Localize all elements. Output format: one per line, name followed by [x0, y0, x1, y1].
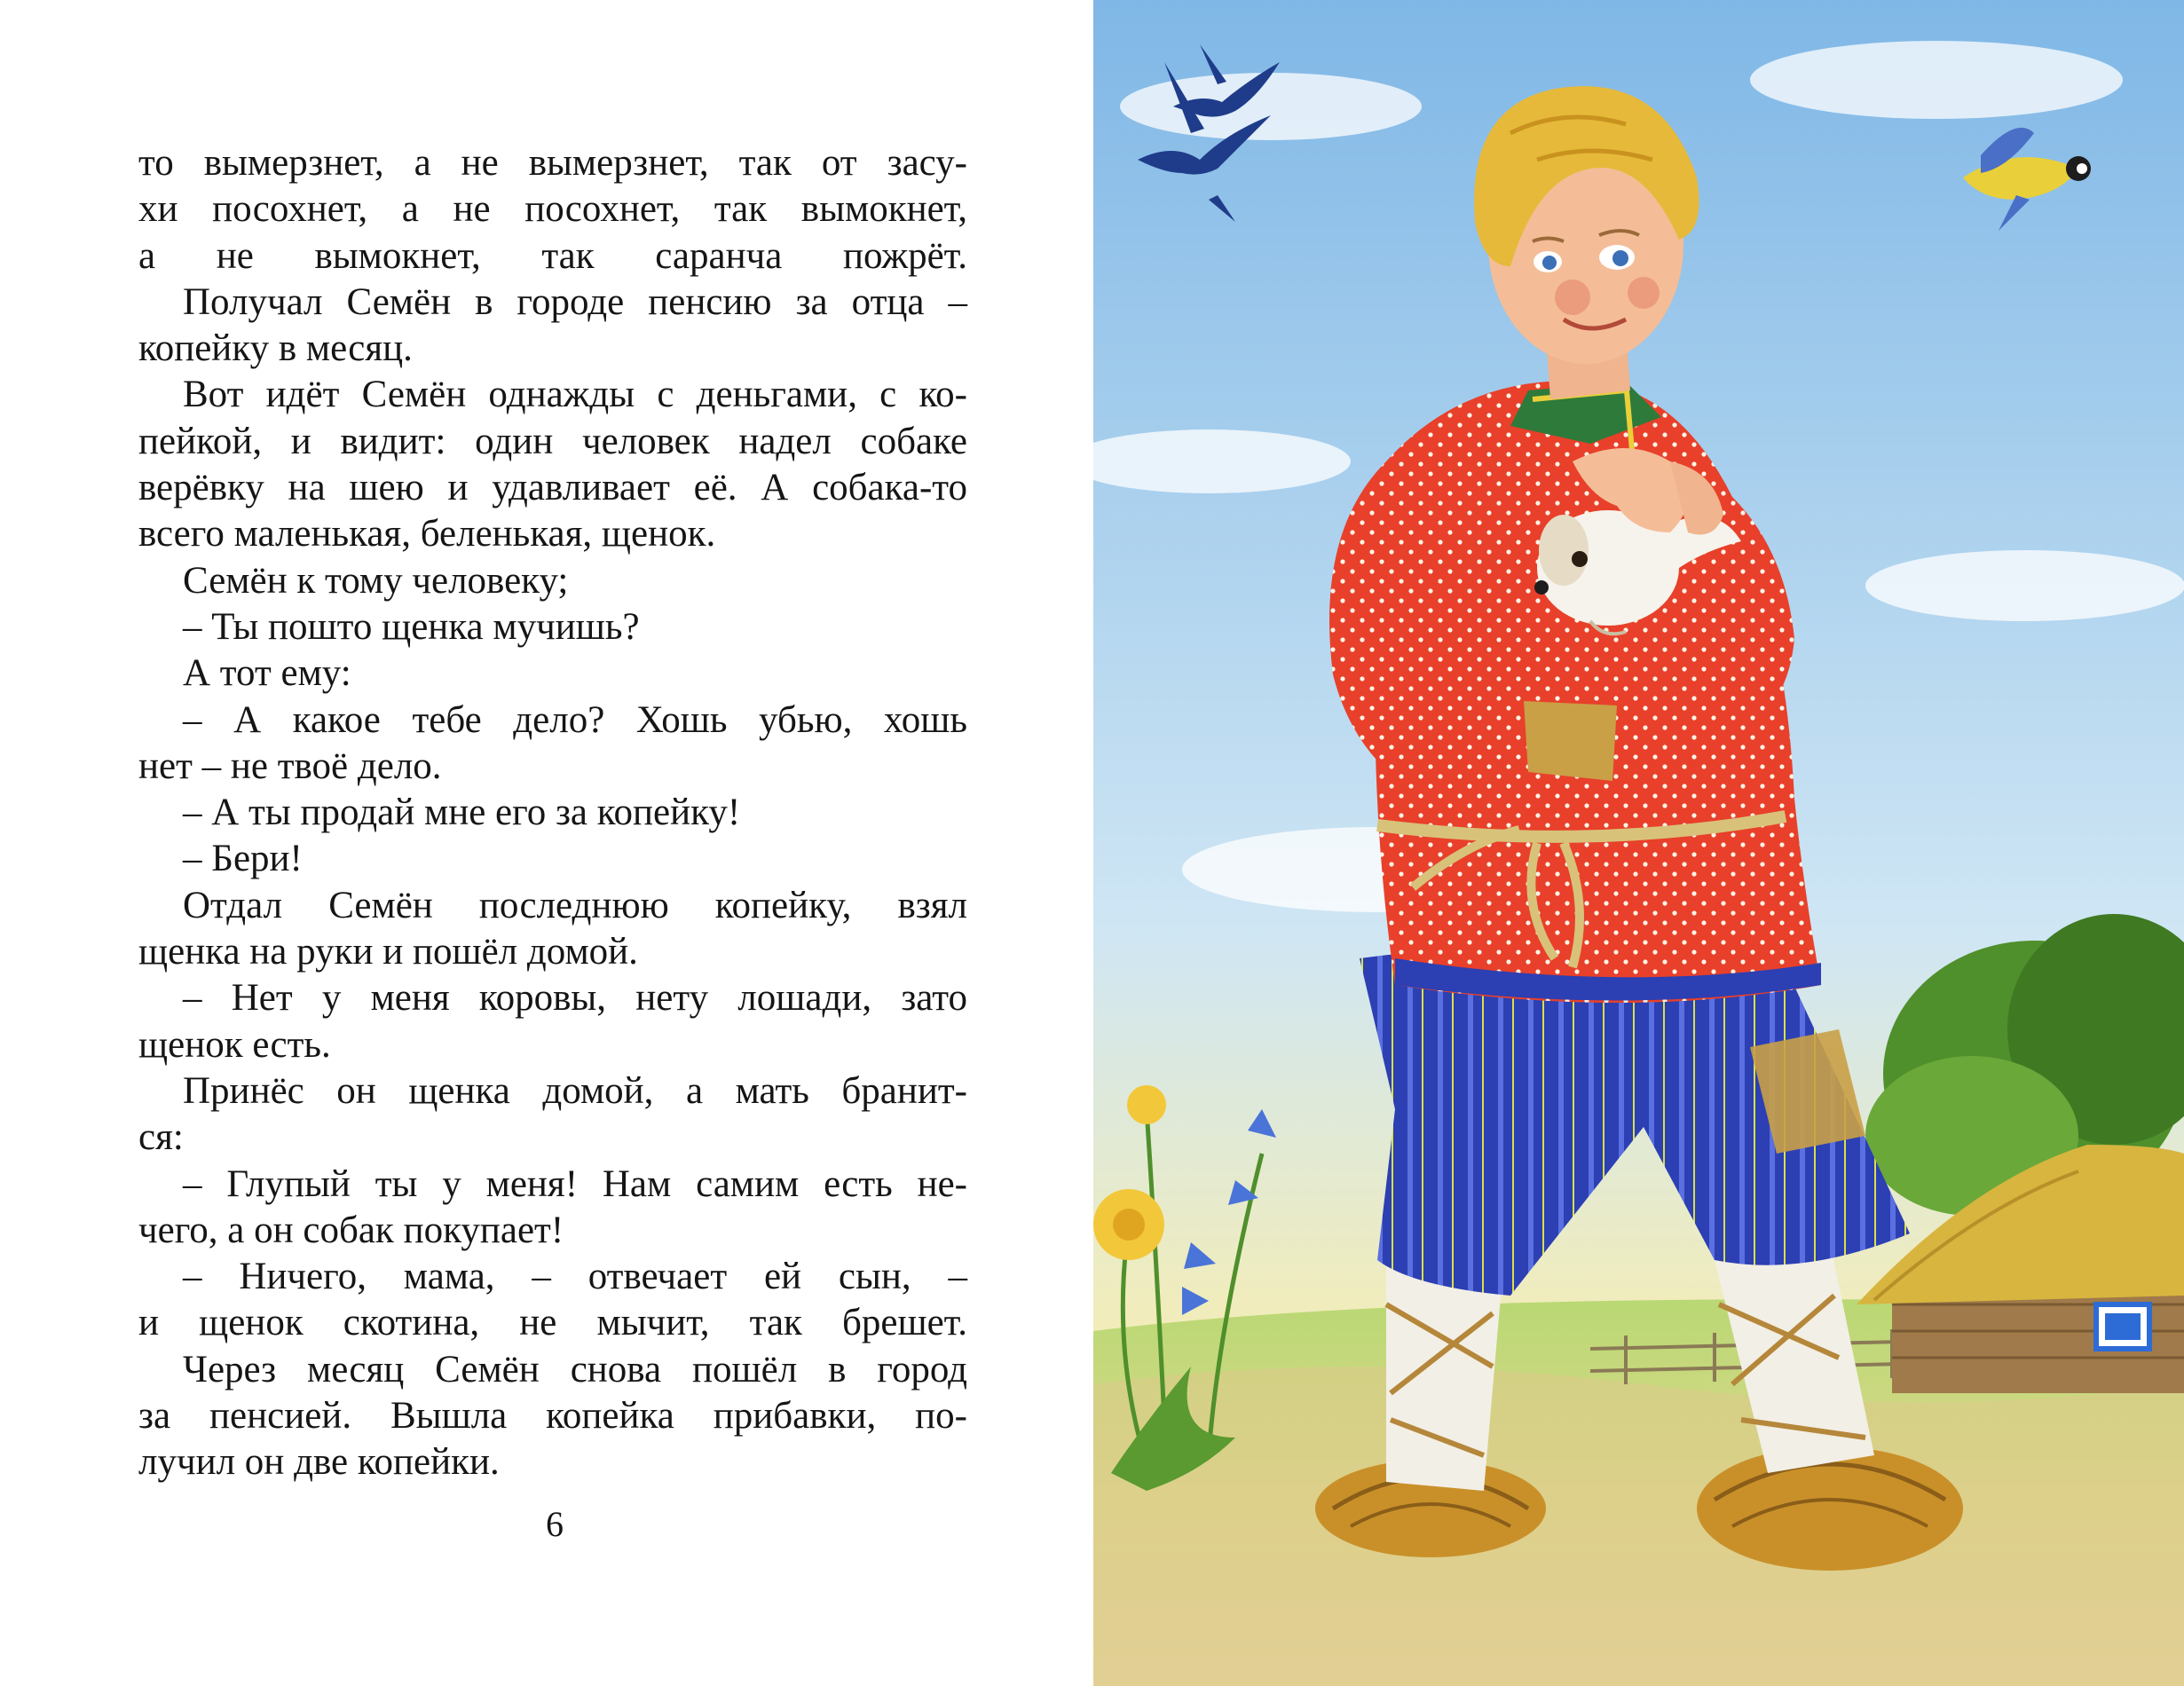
text-line: Через месяц Семён снова пошёл в город	[183, 1348, 967, 1391]
text-line: щенок есть.	[138, 1023, 331, 1066]
text-line: – А какое тебе дело? Хошь убью, хошь	[183, 698, 967, 741]
text-line: нет – не твоё дело.	[138, 745, 442, 787]
text-line: лучил он две копейки.	[138, 1441, 500, 1484]
text-line: Вот идёт Семён однажды с деньгами, с ко-	[183, 374, 967, 416]
text-line: – Ничего, мама, – отвечает ей сын, –	[183, 1256, 967, 1298]
page-number: 6	[546, 1504, 564, 1544]
text-line: верёвку на шею и удавливает её. А собака-то	[138, 467, 967, 509]
text-line: А тот ему:	[183, 652, 351, 695]
text-block	[138, 140, 967, 1486]
text-line: и щенок скотина, не мычит, так брешет.	[138, 1302, 967, 1344]
text-line: – А ты продай мне его за копейку!	[183, 792, 741, 834]
leg-wrap-left	[1386, 1260, 1502, 1491]
text-line: за пенсией. Вышла копейка прибавки, по-	[138, 1395, 967, 1438]
text-line: – Бери!	[183, 838, 303, 880]
text-line: чего, а он собак покупает!	[138, 1209, 564, 1251]
text-line: Получал Семён в городе пенсию за отца –	[183, 280, 967, 323]
text-line: а не вымокнет, так саранча пожрёт.	[138, 234, 967, 277]
text-line: то вымерзнет, а не вымерзнет, так от засу-	[138, 142, 967, 184]
text-line: Отдал Семён последнюю копейку, взял	[183, 884, 967, 926]
lapti-right	[1697, 1446, 1963, 1571]
text-line: хи посохнет, а не посохнет, так вымокнет,	[138, 188, 967, 231]
text-line: – Ты пошто щенка мучишь?	[183, 605, 640, 648]
text-line: ся:	[138, 1116, 184, 1159]
text-line: – Глупый ты у меня! Нам самим есть не-	[183, 1162, 967, 1205]
text-line: Принёс он щенка домой, а мать бранит-	[183, 1069, 967, 1112]
text-line: копейку в месяц.	[138, 327, 413, 370]
shirt-patch	[1524, 701, 1617, 781]
text-line: – Нет у меня коровы, нету лошади, зато	[183, 977, 967, 1020]
text-line: Семён к тому человеку;	[183, 559, 569, 602]
text-line: всего маленькая, беленькая, щенок.	[138, 513, 716, 555]
illustration	[1093, 0, 2184, 1686]
text-line: щенка на руки и пошёл домой.	[138, 931, 638, 973]
text-line: пейкой, и видит: один человек надел собаке	[138, 420, 967, 462]
